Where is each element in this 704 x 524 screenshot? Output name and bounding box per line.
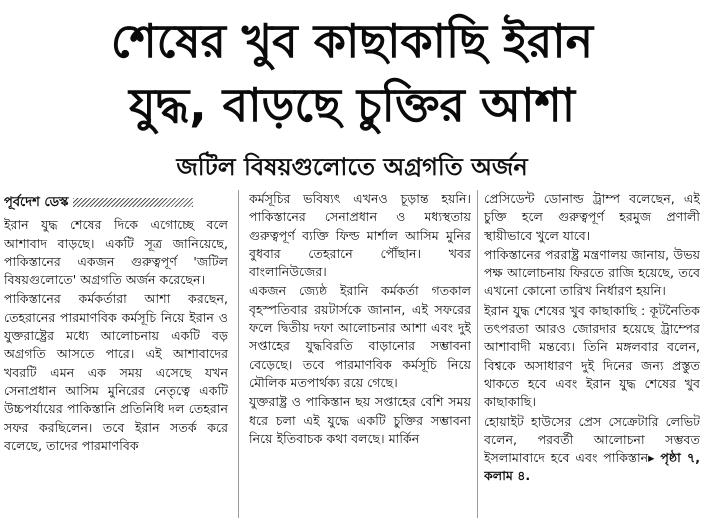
paragraph: ইরান যুদ্ধ শেষের দিকে এগোচ্ছে বলে আশাবাদ বাড়ছে। একটি সূত্র জানিয়েছে, পাকিস্তানের একজন গুরুত্বপূর্ণ 'জটিল বিষয়গুলোতে' অগ্রগতি অর্জন করেছেন। — [4, 217, 228, 288]
article-column-3 — [484, 190, 700, 524]
continued-on-page: পৃষ্ঠা ৭, কলাম ৪. — [484, 450, 700, 484]
headline-line-2: যুদ্ধ, বাড়ছে চুক্তির আশা — [128, 78, 576, 132]
byline-row — [4, 188, 228, 216]
article-column-2 — [249, 190, 471, 524]
article-column-1 — [4, 188, 228, 522]
paragraph: প্রেসিডেন্ট ডোনাল্ড ট্রাম্প বলেছেন, এই চুক্তি হলে গুরুত্বপূর্ণ হরমুজ প্রণালী স্থায়ীভাবে খুলে যাবে। — [484, 191, 700, 243]
paragraph: কর্মসূচির ভবিষ্যৎ এখনও চূড়ান্ত হয়নি। পাকিস্তানের সেনাপ্রধান ও মধ্যস্থতায় গুরুত্বপূর্ণ ব্যক্তি ফিল্ড মার্শাল আসিম মুনির বুধবার তেহরানে পৌঁছান। খবর বাংলানিউজের। — [249, 191, 471, 280]
column-rule — [238, 190, 239, 518]
jump-arrow-icon: ▸ — [648, 450, 661, 466]
paragraph: ইরান যুদ্ধ শেষের খুব কাছাকাছি : কূটনৈতিক তৎপরতা আরও জোরদার হয়েছে ট্রাম্পের আশাবাদী মন্তব্যে। তিনি মঙ্গলবার বলেন, বিশ্বকে অসাধারণ দুই দিনের জন্য প্রস্তুত থাকতে হবে এবং ইরান যুদ্ধ শেষের খুব কাছাকাছি। — [484, 302, 700, 410]
paragraph-text: হোয়াইট হাউসের প্রেস সেক্রেটারি লেভিট বলেন, পরবর্তী আলোচনা সম্ভবত ইসলামাবাদে হবে এবং পাকিস্তান — [484, 413, 700, 466]
column-rule — [477, 190, 478, 518]
subheadline: জটিল বিষয়গুলোতে অগ্রগতি অর্জন — [176, 153, 528, 181]
paragraph: পাকিস্তানের পররাষ্ট্র মন্ত্রণালয় জানায়, উভয় পক্ষ আলোচনায় ফিরতে রাজি হয়েছে, তবে এখনো কোনো তারিখ নির্ধারণ হয়নি। — [484, 246, 700, 299]
headline-line-1: শেষের খুব কাছাকাছি ইরান — [110, 14, 594, 68]
paragraph: যুক্তরাষ্ট্র ও পাকিস্তান ছয় সপ্তাহের বেশি সময় ধরে চলা এই যুদ্ধে একটি চুক্তির সম্ভাবনা নিয়ে ইতিবাচক কথা বলছে। মার্কিন — [249, 394, 471, 446]
paragraph: একজন জ্যেষ্ঠ ইরানি কর্মকর্তা গতকাল বৃহস্পতিবার রয়টার্সকে জানান, এই সফরের ফলে দ্বিতীয় দফা আলোচনার আশা এবং দুই সপ্তাহের যুদ্ধবিরতি বাড়ানোর সম্ভাবনা বেড়েছে। তবে পারমাণবিক কর্মসূচি নিয়ে মৌলিক মতপার্থক্য রয়ে গেছে। — [249, 283, 471, 390]
byline: পূর্বদেশ ডেস্ক — [4, 195, 69, 210]
paragraph — [484, 413, 700, 486]
paragraph: পাকিস্তানের কর্মকর্তারা আশা করছেন, তেহরানের পারমাণবিক কর্মসূচি নিয়ে ইরান ও যুক্তরাষ্ট্রের মধ্যে আলোচনায় একটি বড় অগ্রগতি আসতে পারে। এই আশাবাদের খবরটি এমন এক সময় এসেছে যখন সেনাপ্রধান আসিম মুনিরের নেতৃত্বে একটি উচ্চপর্যায়ের পাকিস্তানি প্রতিনিধি দল তেহরান সফর করছিলেন। তবে ইরান সতর্ক করে বলেছে, তাদের পারমাণবিক — [4, 291, 228, 453]
byline-rule — [73, 198, 193, 207]
